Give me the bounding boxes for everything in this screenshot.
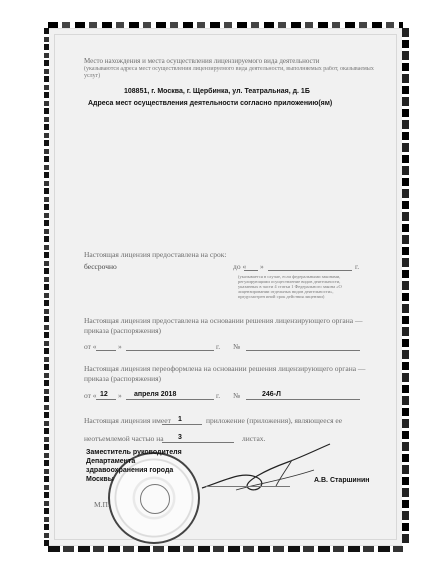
signature-line	[206, 486, 290, 487]
decision-granted-day-line	[96, 350, 116, 351]
address-appendix-text: Адреса мест осуществления деятельности согласно приложению(ям)	[88, 100, 333, 107]
decision-granted-text: Настоящая лицензия предоставлена на основании решения лицензирующего органа — приказа (распоряжения)	[84, 316, 363, 335]
term-until-prefix: до «	[233, 262, 247, 271]
location-note: (указываются адреса мест осуществления лицензируемого вида деятельности, выполняемых работ, оказываемых услуг)	[84, 66, 374, 79]
handwritten-signature	[196, 440, 336, 500]
scan-edge-left	[44, 28, 49, 546]
term-day-line	[244, 270, 258, 271]
decision-granted-year: г.	[216, 342, 221, 351]
location-title: Место нахождения и места осуществления лицензируемого вида деятельности	[84, 57, 320, 65]
decision-granted-number-label: №	[233, 342, 241, 351]
decision-granted-date-prefix: от «	[84, 342, 97, 351]
appendix-sheets: 3	[178, 434, 182, 441]
decision-reissued-number-label: №	[233, 391, 241, 400]
appendix-count: 1	[178, 416, 182, 423]
term-until-mid: »	[260, 262, 264, 271]
decision-reissued-day: 12	[100, 391, 108, 398]
term-month-line	[268, 270, 352, 271]
decision-reissued-number-line	[246, 399, 360, 400]
signatory-position-line2: Департамента	[86, 458, 136, 465]
decision-granted-number-line	[246, 350, 360, 351]
seal-mp-label: М.П.	[94, 500, 110, 509]
signatory-name: А.В. Старшинин	[314, 477, 370, 484]
signatory-position-line4: Москвы	[86, 476, 114, 483]
signatory-position	[86, 448, 182, 484]
signatory-position-line3: здравоохранения города	[86, 467, 174, 474]
scan-edge-bottom	[48, 546, 403, 552]
term-label: Настоящая лицензия предоставлена на срок:	[84, 250, 227, 259]
term-value: бессрочно	[84, 262, 117, 271]
decision-granted-month-line	[126, 350, 214, 351]
appendix-integral: неотъемлемой частью на	[84, 434, 164, 443]
appendix-count-line	[162, 424, 202, 425]
signatory-position-line1: Заместитель руководителя	[86, 449, 182, 456]
decision-reissued-year: г.	[216, 391, 221, 400]
decision-reissued-month-line	[126, 399, 214, 400]
decision-reissued-number: 246-Л	[262, 391, 281, 398]
appendix-text-after: приложение (приложения), являющееся ее	[206, 416, 343, 425]
scan-edge-top	[48, 22, 403, 28]
scan-edge-right	[402, 28, 409, 546]
decision-reissued-day-line	[96, 399, 116, 400]
decision-reissued-text: Настоящая лицензия переоформлена на основании решения лицензирующего органа — приказа (распоряжения)	[84, 364, 366, 383]
decision-reissued-month: апреля 2018	[134, 391, 177, 398]
appendix-text-before: Настоящая лицензия имеет	[84, 416, 171, 425]
address-text: 108851, г. Москва, г. Щербинка, ул. Театральная, д. 1Б	[124, 88, 310, 95]
appendix-sheets-label: листах.	[242, 434, 266, 443]
term-until-suffix: г.	[355, 262, 360, 271]
decision-granted-date-mid: »	[118, 342, 122, 351]
decision-reissued-date-mid: »	[118, 391, 122, 400]
term-note: (указывается в случае, если федеральными законами, регулирующими осуществление видов деятельности, указанных в части 4 статьи 1 Федерального закона «О лицензировании отдельных видов деятельности», предусмотрен иной срок действия лицензии)	[238, 274, 342, 299]
decision-reissued-date-prefix: от «	[84, 391, 97, 400]
